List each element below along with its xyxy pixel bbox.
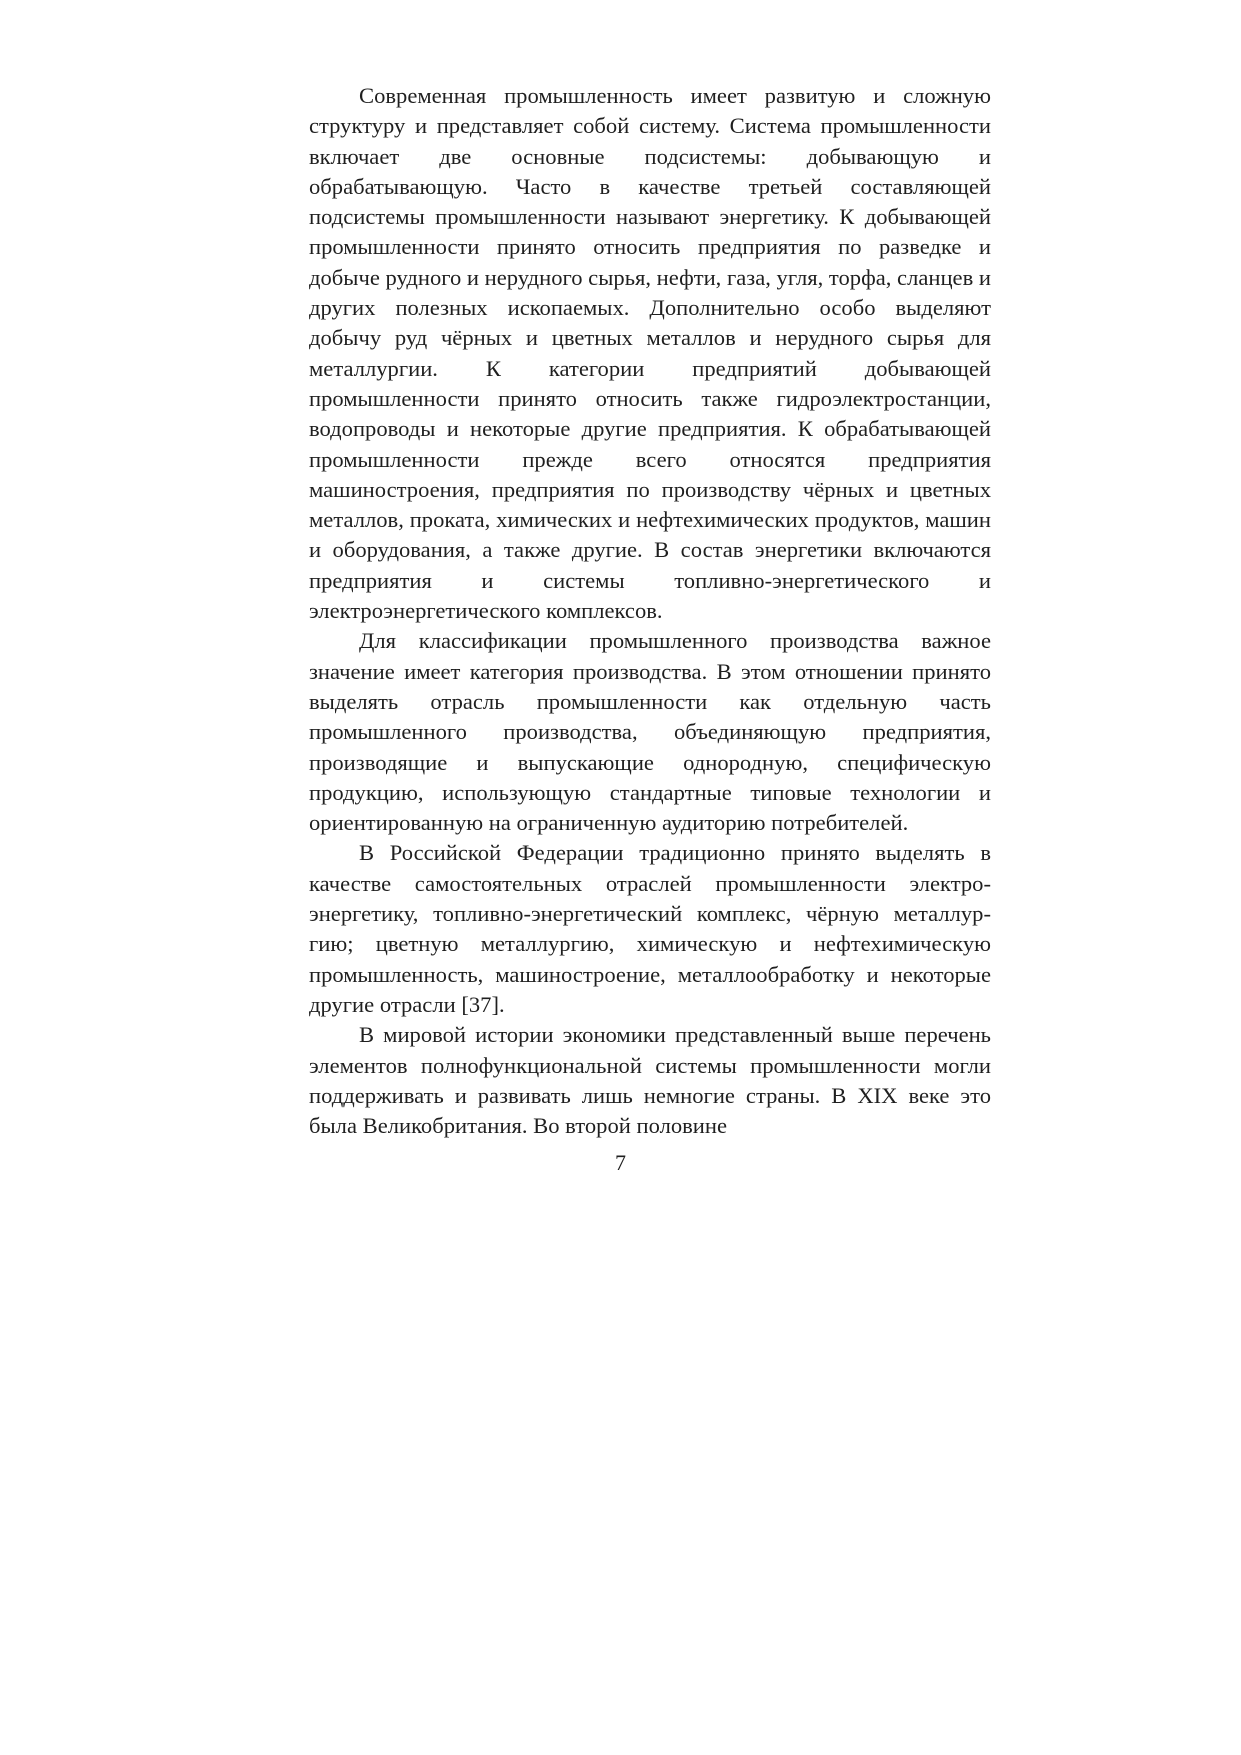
paragraph-world-history: В мировой истории экономики представленный выше перечень элементов полнофункциональной системы промышленности могли поддерживать и развивать лишь немногие страны. В XIX веке это была Великобритания. Во второй половине [309, 1022, 991, 1139]
paragraph-classification: Для классификации промышленного производства важное значение имеет категория производства. В этом отношении принято выделять отрасль промышленности как отдельную часть промышленного производства, объединяющую предприятия, производящие и выпускающие однородную, специфическую продукцию, использующую стандартные типовые технологии и ориентированную на ограниченную аудиторию потребителей. [309, 628, 991, 836]
body-text [309, 81, 991, 1141]
paragraph-russian-federation: В Российской Федерации традиционно принято выделять в качестве самостоятельных отраслей промышленности электроэнергетику, топливно-энергетический комплекс, чёрную металлургию; цветную металлургию, химическую и нефтехимическую промышленность, машиностроение, металлообработку и некоторые другие отрасли [37]. [309, 840, 991, 1017]
paragraph-industry-structure: Современная промышленность имеет развитую и сложную структуру и представляет собой систему. Система промышленности включает две основные подсистемы: добывающую и обрабатывающую. Часто в качестве третьей составляющей подсистемы промышленности называют энергетику. К добывающей промышленности принято относить предприятия по разведке и добыче рудного и нерудного сырья, нефти, газа, угля, торфа, сланцев и других полезных ископаемых. Дополнительно особо выделяют добычу руд чёрных и цветных металлов и нерудного сырья для металлургии. К категории предприятий добывающей промышленности принято относить также гидроэлектростанции, водопроводы и некоторые другие предприятия. К обрабатывающей промышленности прежде всего относятся предприятия машиностроения, предприятия по производству чёрных и цветных металлов, проката, химических и нефтехимических продуктов, машин и оборудования, а также другие. В состав энергетики включаются предприятия и системы топливно-энергетического и электроэнергетического комплексов. [309, 83, 991, 624]
page-number: 7 [615, 1150, 626, 1175]
